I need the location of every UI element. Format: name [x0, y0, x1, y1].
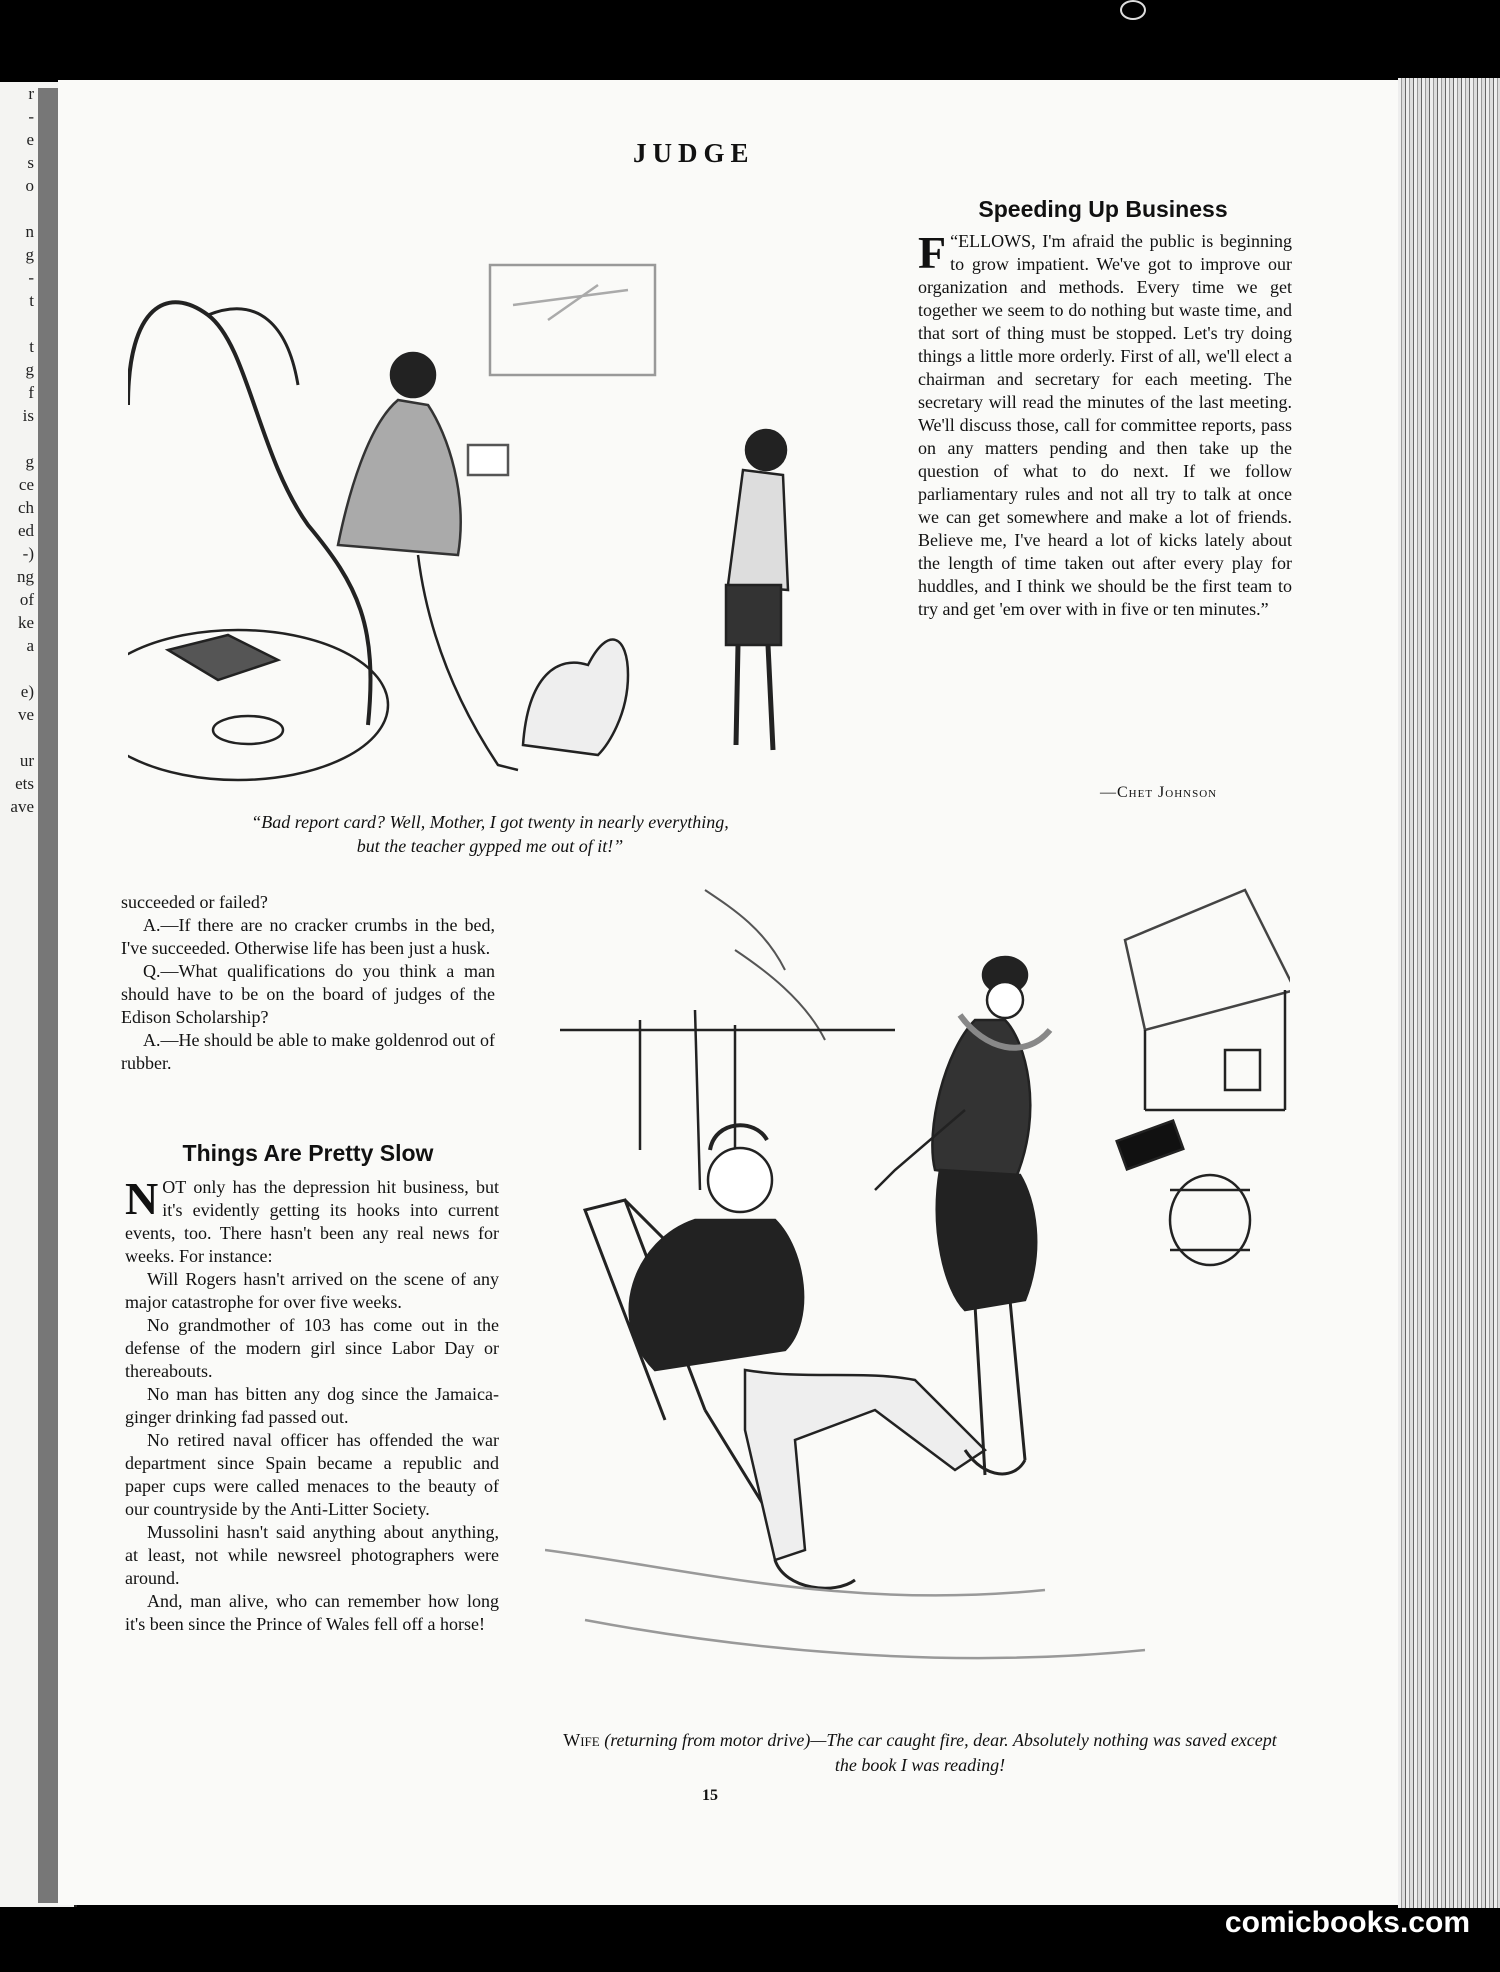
article2-paragraph: No grandmother of 103 has come out in the defense of the modern girl since Labor Day or thereabouts. — [125, 1315, 499, 1381]
left-page-fragment-line: - — [28, 268, 34, 287]
qa-continuation — [121, 891, 495, 1075]
left-page-fragment-line: e — [26, 130, 34, 149]
left-page-fragment-line: ch — [17, 498, 34, 517]
left-page-fragment-line: e) — [20, 682, 34, 701]
page-stack-edges — [1398, 78, 1500, 1908]
left-page-fragment-line: a — [26, 636, 34, 655]
left-page-fragment-line — [0, 726, 34, 749]
article1-body — [918, 227, 1292, 621]
cartoon1-caption-line1: “Bad report card? Well, Mother, I got twenty in nearly everything, — [251, 812, 729, 832]
left-page-fragment-line: t — [29, 337, 34, 356]
article1-smallcaps: ELLOWS, — [958, 231, 1036, 251]
article2-body — [125, 1173, 499, 1636]
page-number: 15 — [702, 1787, 718, 1804]
cartoon1-caption-line2: but the teacher gypped me out of it!” — [356, 836, 624, 856]
left-page-fragment-line: is — [22, 406, 34, 425]
article2-title: Things Are Pretty Slow — [182, 1140, 434, 1166]
cartoon-mother-son-illustration — [128, 205, 828, 795]
left-page-fragment-line — [0, 427, 34, 450]
article2-paragraph: Will Rogers hasn't arrived on the scene of any major catastrophe for over five weeks. — [125, 1269, 499, 1312]
left-page-fragment-line: ve — [17, 705, 34, 724]
article2-smallcaps: OT — [162, 1177, 187, 1197]
qa-line: A.—He should be able to make goldenrod out of rubber. — [121, 1030, 495, 1073]
article2-paragraph: No retired naval officer has offended the war department since Spain became a republic and paper cups were called menaces to the beauty of our countryside by the Anti-Litter Society. — [125, 1430, 499, 1519]
left-page-fragment-line — [0, 312, 34, 335]
article1-lead-quote: “ — [950, 231, 959, 251]
left-page-fragment — [0, 82, 34, 818]
left-page-fragment-line: g — [25, 360, 34, 379]
left-page-fragment-line: g — [25, 245, 34, 264]
qa-line: Q.—What qualifications do you think a man should have to be on the board of judges of the Edison Scholarship? — [121, 961, 495, 1027]
left-page-fragment-line: -) — [22, 544, 34, 563]
left-page-fragment-line: ng — [17, 567, 34, 586]
article2-paragraph: And, man alive, who can remember how long it's been since the Prince of Wales fell off a horse! — [125, 1591, 499, 1634]
article1-text: I'm afraid the public is beginning to grow impatient. We've got to improve our organization and methods. Every time we get together we seem to do nothing but waste time, and that sort of thing must be stopped. Let's try doing things a little more orderly. First of all, we'll elect a chairman and secretary for each meeting. The secretary will read the minutes of the last meeting. We'll discuss those, call for committee reports, pass on any matters pending and then take up the question of what to do next. If we follow parliamentary rules and not all try to talk at once we can get somewhere and make a lot of friends. Believe me, I've heard a lot of kicks lately about the length of time taken out after every play for huddles, and I think we should be the first team to try and get 'em over with in five or ten minutes.” — [918, 231, 1292, 619]
magazine-header: JUDGE — [633, 138, 755, 168]
qa-line: A.—If there are no cracker crumbs in the bed, I've succeeded. Otherwise life has been just a husk. — [121, 915, 495, 958]
article1-author: —Chet Johnson — [1100, 784, 1218, 801]
book-gutter — [38, 88, 60, 1903]
article2-lead: only has the depression hit business, but it's evidently getting its hooks into current events, too. There hasn't been any real news for weeks. For instance: — [125, 1177, 499, 1266]
cartoon-wife-husband-illustration — [545, 850, 1290, 1690]
left-page-fragment-line: t — [29, 291, 34, 310]
left-page-fragment-line — [0, 657, 34, 680]
left-page-fragment-line: - — [28, 107, 34, 126]
binding-hole — [1120, 0, 1146, 20]
article1-dropcap: F — [918, 227, 947, 278]
article2-paragraph: No man has bitten any dog since the Jamaica-ginger drinking fad passed out. — [125, 1384, 499, 1427]
left-page-fragment-line: of — [19, 590, 34, 609]
article2-paragraph: Mussolini hasn't said anything about anything, at least, not while newsreel photographers were around. — [125, 1522, 499, 1588]
left-page-fragment-line: ed — [17, 521, 34, 540]
left-page-fragment-line — [0, 197, 34, 220]
article1-title: Speeding Up Business — [978, 196, 1228, 222]
left-page-fragment-line: ke — [17, 613, 34, 632]
left-page-fragment-line: f — [28, 383, 34, 402]
left-page-fragment-line: s — [27, 153, 34, 172]
left-page-fragment-line: g — [25, 452, 34, 471]
qa-line: succeeded or failed? — [121, 892, 268, 912]
left-page-fragment-line: o — [25, 176, 34, 195]
left-page-fragment-line: ur — [19, 751, 34, 770]
left-page-fragment-line: r — [28, 84, 34, 103]
cartoon2-speaker: Wife — [563, 1730, 600, 1750]
left-page-fragment-line: ets — [15, 774, 34, 793]
left-page-fragment-line: n — [25, 222, 34, 241]
cartoon2-caption — [550, 1728, 1290, 1778]
left-page-fragment-line: ce — [18, 475, 34, 494]
watermark: comicbooks.com — [1224, 1906, 1470, 1939]
article2-dropcap: N — [125, 1173, 159, 1224]
cartoon2-caption-text: (returning from motor drive)—The car caught fire, dear. Absolutely nothing was saved except the book I was reading! — [599, 1730, 1277, 1775]
left-page-fragment-line: ave — [10, 797, 34, 816]
